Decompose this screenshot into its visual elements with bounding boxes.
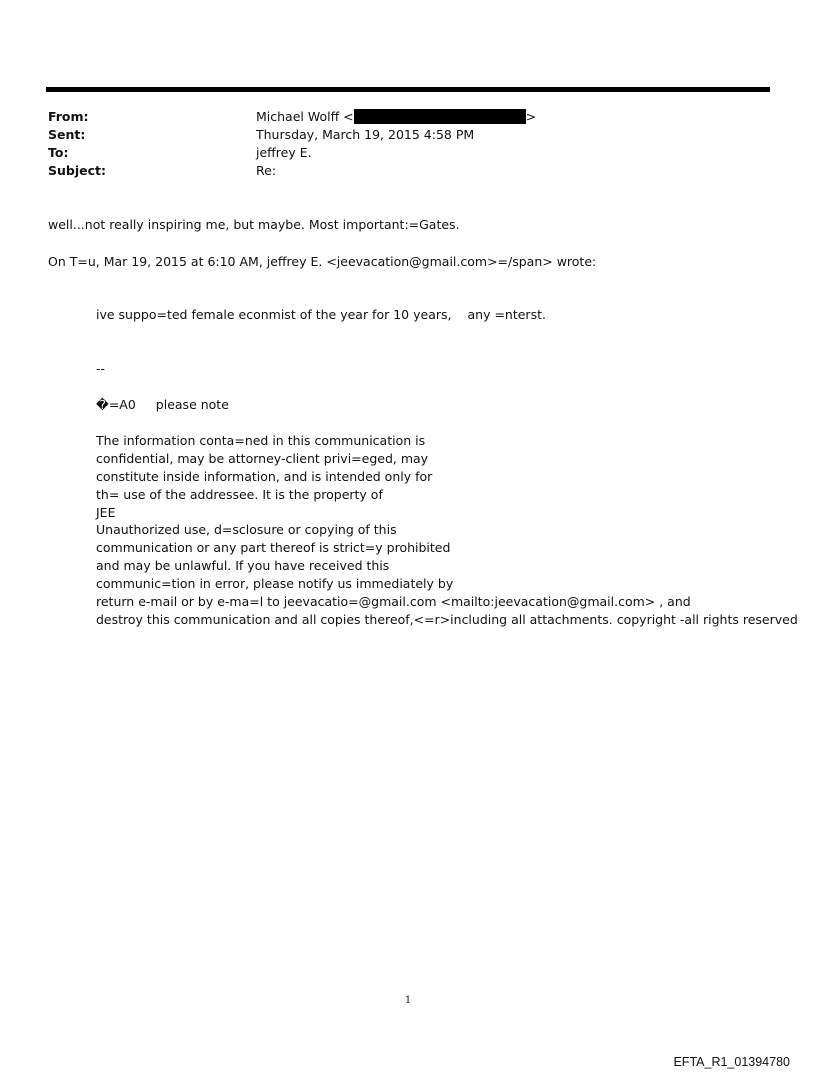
to-label: To: [48, 145, 69, 160]
page-number: 1 [404, 995, 412, 1006]
from-value [256, 108, 536, 126]
quote-attribution: On T=u, Mar 19, 2015 at 6:10 AM, jeffrey E. <jeevacation@gmail.com>=/span> wrote: [48, 254, 597, 269]
sent-value: Thursday, March 19, 2015 4:58 PM [256, 127, 475, 142]
disclaimer-line: return e-mail or by e-ma=l to jeevacatio=@gmail.com <mailto:jeevacation@gmail.com> , and [96, 594, 691, 610]
disclaimer-line: JEE [96, 504, 116, 520]
redaction-block [354, 109, 526, 124]
confidentiality-disclaimer [96, 432, 798, 629]
reply-text: well...not really inspiring me, but maybe. Most important:=Gates. [48, 217, 460, 232]
disclaimer-line: Unauthorized use, d=sclosure or copying of this [96, 522, 397, 538]
disclaimer-line: and may be unlawful. If you have received this [96, 558, 390, 574]
disclaimer-line: communication or any part thereof is strict=y prohibited [96, 540, 451, 556]
disclaimer-line: th= use of the addressee. It is the property of [96, 486, 383, 502]
document-id: EFTA_R1_01394780 [673, 1055, 790, 1069]
disclaimer-line: constitute inside information, and is intended only for [96, 468, 433, 484]
subject-value: Re: [256, 163, 277, 178]
sent-label: Sent: [48, 127, 86, 142]
quoted-message [96, 306, 546, 323]
disclaimer-line: destroy this communication and all copies thereof,<=r>including all attachments. copyright -all rights reserved [96, 611, 798, 627]
to-value: jeffrey E. [256, 145, 312, 160]
note-code: �=A0 [96, 397, 136, 412]
disclaimer-line: The information conta=ned in this communication is [96, 433, 426, 448]
quoted-message-part1: ive suppo=ted female econmist of the year for 10 years, [96, 307, 452, 322]
from-label: From: [48, 109, 89, 124]
note-text: please note [155, 397, 229, 412]
note-line [96, 396, 229, 413]
sender-name: Michael Wolff < [256, 109, 354, 124]
header-rule [46, 87, 770, 92]
sender-close: > [525, 109, 537, 124]
disclaimer-line: communic=tion in error, please notify us immediately by [96, 576, 454, 592]
subject-label: Subject: [48, 163, 106, 178]
signature-separator: -- [96, 361, 106, 376]
quoted-message-part2: any =nterst. [467, 307, 546, 322]
disclaimer-line: confidential, may be attorney-client privi=eged, may [96, 450, 429, 466]
